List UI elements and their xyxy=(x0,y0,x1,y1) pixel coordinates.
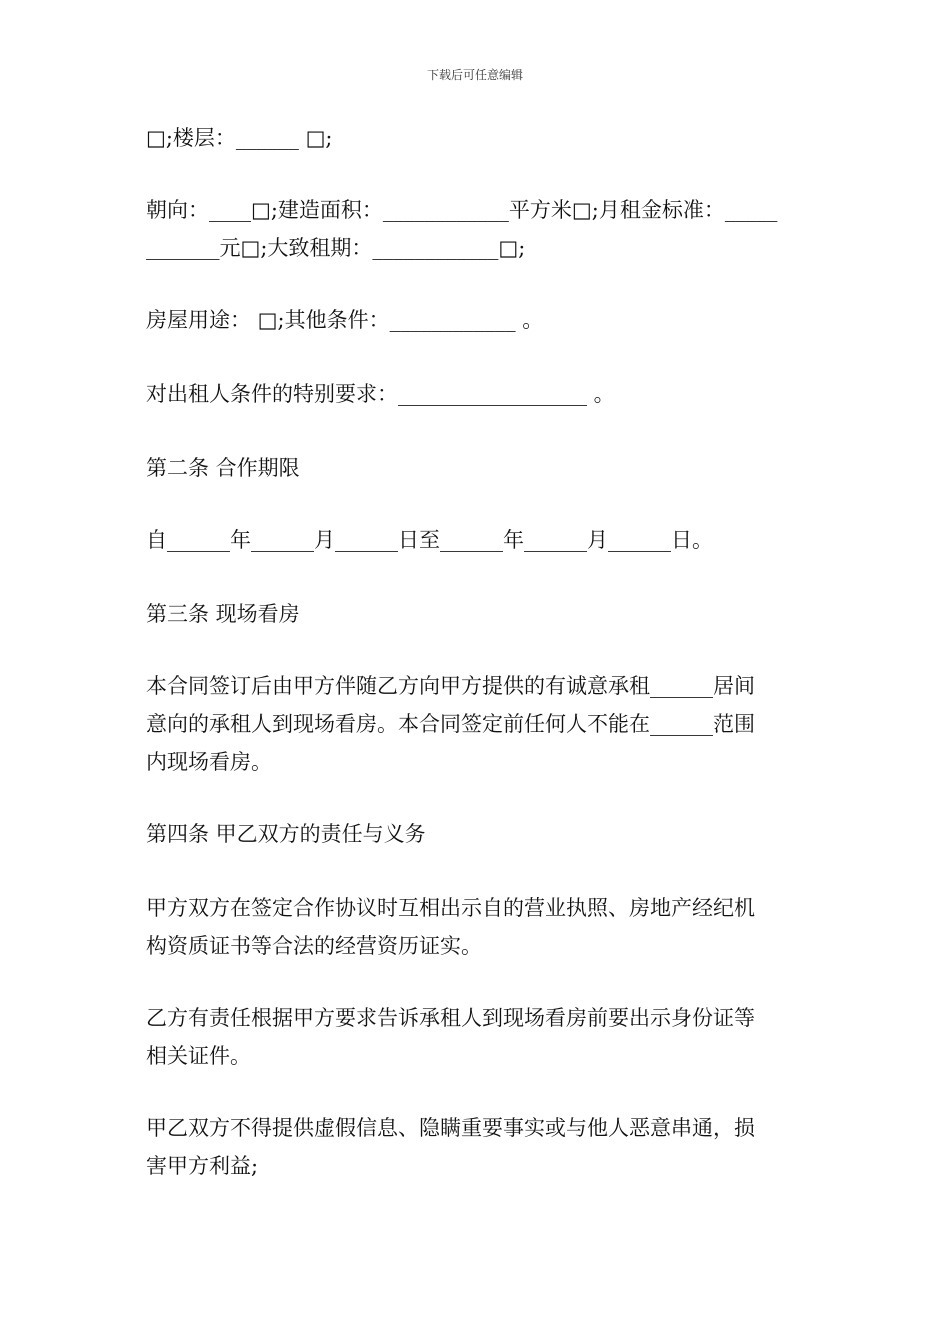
paragraph-id-line-2: 相关证件。 xyxy=(146,1044,251,1068)
section-heading-cooperation-period: 第二条 合作期限 xyxy=(146,456,300,480)
text-line-usage: 房屋用途： □;其他条件：____________ 。 xyxy=(146,308,544,332)
paragraph-licenses-line-2: 构资质证书等合法的经营资历证实。 xyxy=(146,934,482,958)
text-line-floor: □;楼层：______ □; xyxy=(146,126,333,150)
paragraph-false-info-line-1: 甲乙双方不得提供虚假信息、隐瞒重要事实或与他人恶意串通，损 xyxy=(146,1116,755,1140)
paragraph-licenses-line-1: 甲方双方在签定合作协议时互相出示自的营业执照、房地产经纪机 xyxy=(146,896,755,920)
section-heading-responsibilities: 第四条 甲乙双方的责任与义务 xyxy=(146,822,426,846)
header-note: 下载后可任意编辑 xyxy=(426,68,523,82)
text-line-special-requirements: 对出租人条件的特别要求：__________________ 。 xyxy=(146,382,615,406)
text-line-lease-term: _______元□;大致租期：____________□; xyxy=(146,236,526,260)
paragraph-id-line-1: 乙方有责任根据甲方要求告诉承租人到现场看房前要出示身份证等 xyxy=(146,1006,755,1030)
paragraph-viewing-line-2: 意向的承租人到现场看房。本合同签定前任何人不能在______范围 xyxy=(146,712,755,736)
section-heading-viewing: 第三条 现场看房 xyxy=(146,602,300,626)
paragraph-viewing-line-3: 内现场看房。 xyxy=(146,750,272,774)
text-line-date-range: 自______年______月______日至______年______月______日。 xyxy=(146,528,713,552)
paragraph-false-info-line-2: 害甲方利益; xyxy=(146,1154,259,1178)
text-line-orientation: 朝向：____□;建造面积：____________平方米□;月租金标准：_____ xyxy=(146,198,778,222)
paragraph-viewing-line-1: 本合同签订后由甲方伴随乙方向甲方提供的有诚意承租______居间 xyxy=(146,674,755,698)
